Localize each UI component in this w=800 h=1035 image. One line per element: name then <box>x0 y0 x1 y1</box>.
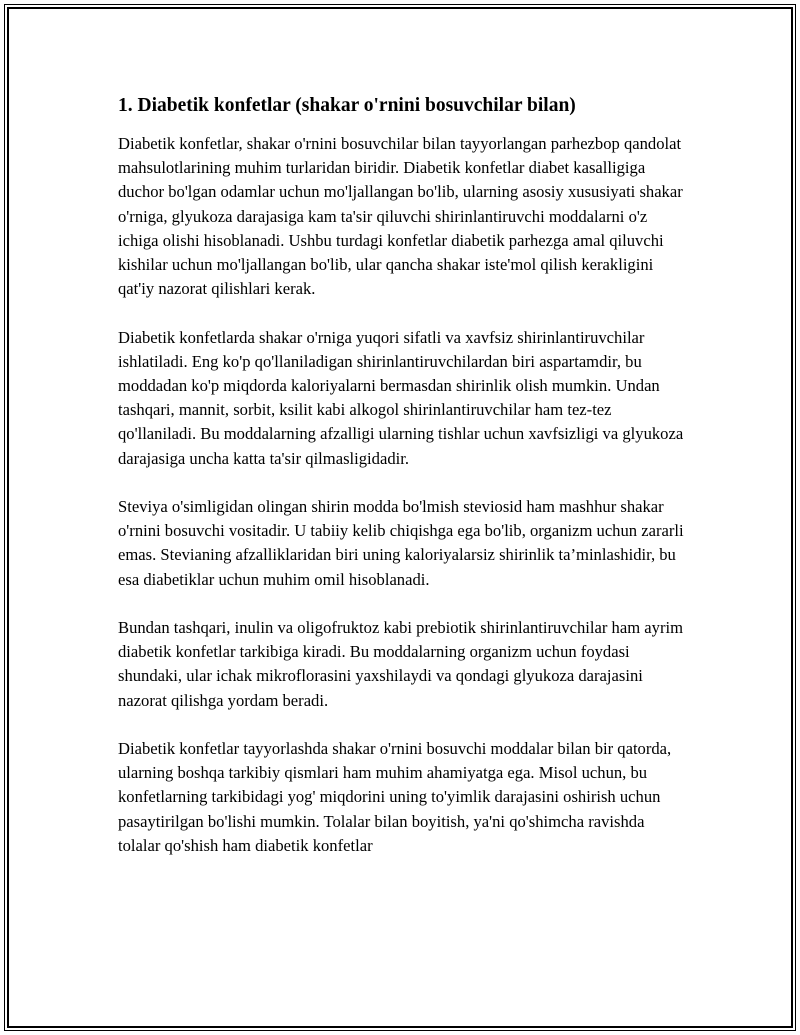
paragraph-3: Steviya o'simligidan olingan shirin modda bo'lmish steviosid ham mashhur shakar o'rnini bosuvchi vositadir. U tabiiy kelib chiqishga ega bo'lib, organizm uchun zararli emas. Stevianing afzalliklaridan biri uning kaloriyalarsiz shirinlik ta’minlashidir, bu esa diabetiklar uchun muhim omil hisoblanadi. <box>118 497 684 589</box>
section-heading: 1. Diabetik konfetlar (shakar o'rnini bosuvchilar bilan) <box>118 95 576 116</box>
document-body <box>118 94 684 882</box>
paragraph-4: Bundan tashqari, inulin va oligofruktoz kabi prebiotik shirinlantiruvchilar ham ayrim diabetik konfetlar tarkibiga kiradi. Bu moddalarning organizm uchun foydasi shundaki, ular ichak mikroflorasini yaxshilaydi va qondagi glyukoza darajasini nazorat qilishga yordam beradi. <box>118 618 683 710</box>
paragraph-2: Diabetik konfetlarda shakar o'rniga yuqori sifatli va xavfsiz shirinlantiruvchilar ishlatiladi. Eng ko'p qo'llaniladigan shirinlantiruvchilardan biri aspartamdir, bu moddadan ko'p miqdorda kaloriyalarni bermasdan shirinlik olish mumkin. Undan tashqari, mannit, sorbit, ksilit kabi alkogol shirinlantiruvchilar ham tez-tez qo'llaniladi. Bu moddalarning afzalligi ularning tishlar uchun xavfsizligi va glyukoza darajasiga uncha katta ta'sir qilmasligidadir. <box>118 327 684 468</box>
paragraph-5: Diabetik konfetlar tayyorlashda shakar o'rnini bosuvchi moddalar bilan bir qatorda, ularning boshqa tarkibiy qismlari ham muhim ahamiyatga ega. Misol uchun, bu konfetlarning tarkibidagi yog' miqdorini uning to'yimlik darajasini oshirish uchun pasaytirilgan bo'lishi mumkin. Tolalar bilan boyitish, ya'ni qo'shimcha ravishda tolalar qo'shish ham diabetik konfetlar <box>118 739 672 855</box>
paragraph-1: Diabetik konfetlar, shakar o'rnini bosuvchilar bilan tayyorlangan parhezbop qandolat mahsulotlarining muhim turlaridan biridir. Diabetik konfetlar diabet kasalligiga duchor bo'lgan odamlar uchun mo'ljallangan bo'lib, ularning asosiy xususiyati shakar o'rniga, glyukoza darajasiga kam ta'sir qiluvchi shirinlantiruvchi moddalarni o'z ichiga olishi hisoblanadi. Ushbu turdagi konfetlar diabetik parhezga amal qiluvchi kishilar uchun mo'ljallangan bo'lib, ular qancha shakar iste'mol qilish kerakligini qat'iy nazorat qilishlari kerak. <box>118 134 683 299</box>
